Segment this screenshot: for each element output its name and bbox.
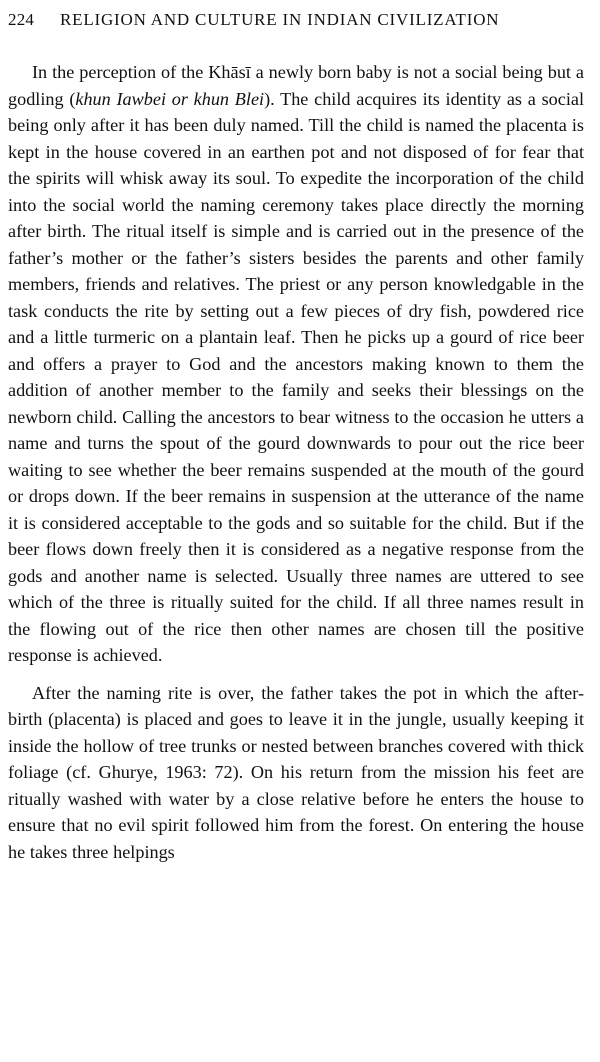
body-text [8, 59, 584, 865]
book-title: RELIGION AND CULTURE IN INDIAN CIVILIZATION [60, 10, 500, 29]
italic-khasi-term: khun Iawbei or khun Blei [75, 88, 265, 109]
paragraph-naming-ceremony [8, 59, 584, 669]
running-header [8, 10, 584, 40]
paragraph-text: ). The child acquires its identity as a social being only after it has been duly named. Till the child is named the placenta is kept in the house covered in an earthen pot and not disposed of for fear that the spirits will whisk away its soul. To expedite the incorporation of the child into the social world the naming ceremony takes place directly the morning after birth. The ritual itself is simple and is carried out in the presence of the father’s mother or the father’s sisters besides the parents and other family members, friends and relatives. The priest or any person knowledgable in the task conducts the rite by setting out a few pieces of dry fish, powdered rice and a little turmeric on a plantain leaf. Then he picks up a gourd of rice beer and offers a prayer to God and the ancestors making known to them the addition of another member to the family and seeks their blessings on the newborn child. Calling the ancestors to bear witness to the occasion he utters a name and turns the spout of the gourd downwards to pour out the rice beer waiting to see whether the beer remains suspended at the mouth of the gourd or drops down. If the beer remains in suspension at the utterance of the name it is considered acceptable to the gods and so suitable for the child. But if the beer flows down freely then it is considered as a negative response from the gods and another name is selected. Usually three names are uttered to see which of the three is ritually suited for the child. If all three names result in the flowing out of the rice then other names are chosen till the positive response is achieved. [8, 88, 584, 665]
paragraph-after-birth-rite: After the naming rite is over, the father takes the pot in which the after-birth (placenta) is placed and goes to leave it in the jungle, usually keeping it inside the hollow of tree trunks or nested between branches covered with thick foliage (cf. Ghurye, 1963: 72). On his return from the mission his feet are ritually washed with water by a close relative before he enters the house to ensure that no evil spirit followed him from the forest. On entering the house he takes three helpings [8, 682, 584, 862]
paragraph-text: In the perception of the Khāsī a newly born baby is not a social being but a godling ( [8, 62, 584, 109]
page-number: 224 [8, 10, 35, 29]
